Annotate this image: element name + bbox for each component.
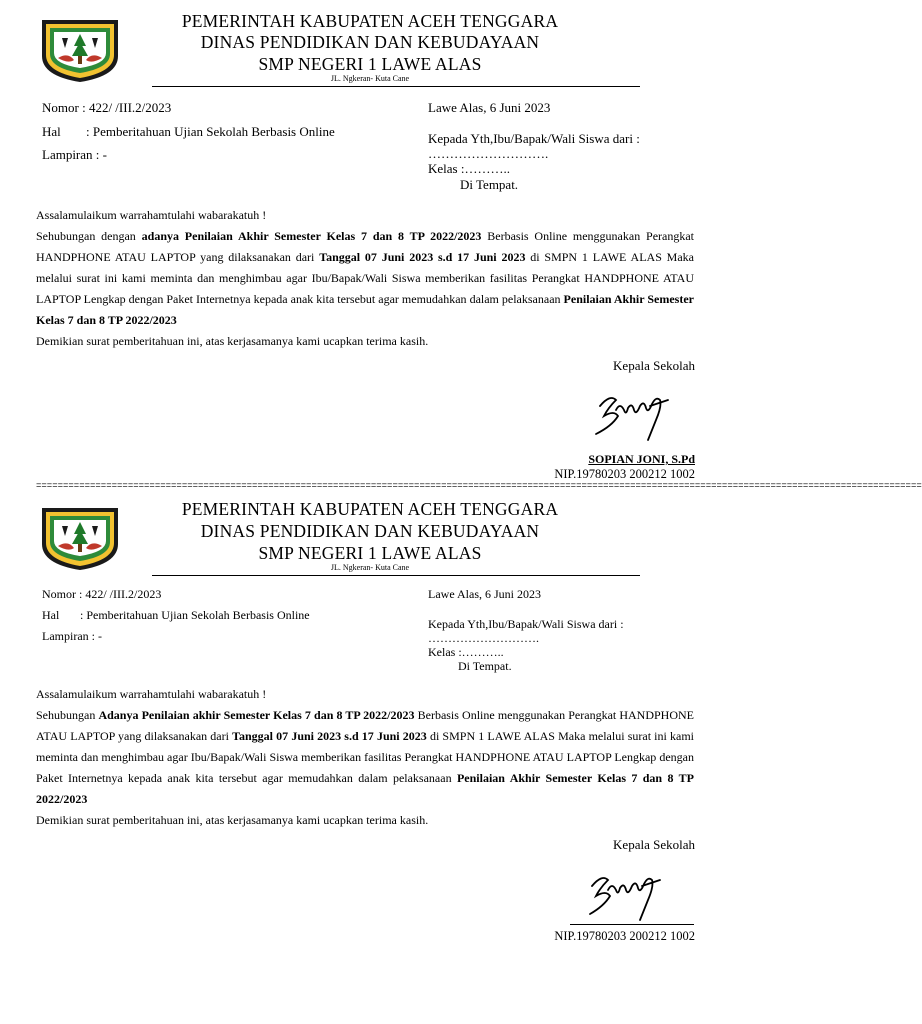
recipient-line: Kepada Yth,Ibu/Bapak/Wali Siswa dari : [428, 131, 640, 146]
letter-body [36, 205, 694, 352]
class-line: Kelas :……….. [428, 645, 504, 659]
letter-top [0, 0, 768, 484]
main-paragraph: Sehubungan dengan adanya Penilaian Akhir Semester Kelas 7 dan 8 TP 2022/2023 Berbasis Online menggunakan Perangkat HANDPHONE ATAU LAPTOP yang dilaksanakan dari Tanggal 07 Juni 2023 s.d 17 Juni 2023 di SMPN 1 LAWE ALAS Maka melalui surat ini kami meminta dan menghimbau agar Ibu/Bapak/Wali Siswa memberikan fasilitas Perangkat HANDPHONE ATAU LAPTOP Lengkap dengan Paket Internetnya kepada anak kita tersebut agar memudahkan dalam pelaksanaan Penilaian Akhir Semester Kelas 7 dan 8 TP 2022/2023 [36, 229, 695, 327]
closing-sentence: Demikian surat pemberitahuan ini, atas kerjasamanya kami ucapkan terima kasih. [36, 813, 429, 827]
letter-body [36, 684, 694, 831]
subject-value: : Pemberitahuan Ujian Sekolah Berbasis Online [80, 608, 310, 622]
recipient-dots: ………………………. [428, 146, 549, 161]
signatory-nip: NIP.19780203 200212 1002 [554, 467, 695, 481]
header-government-title: PEMERINTAH KABUPATEN ACEH TENGGARA [181, 499, 559, 519]
subject-label: Hal [42, 124, 61, 139]
letter-bottom [0, 484, 768, 1024]
subject-label: Hal [42, 608, 60, 622]
signatory-nip: NIP.19780203 200212 1002 [554, 929, 695, 943]
signature-underline [570, 924, 694, 925]
location-line: Di Tempat. [458, 659, 512, 673]
header-school-name: SMP NEGERI 1 LAWE ALAS [258, 54, 482, 74]
header-address: JL. Ngkeran- Kuta Cane [330, 74, 410, 83]
main-paragraph: Sehubungan Adanya Penilaian akhir Semester Kelas 7 dan 8 TP 2022/2023 Berbasis Online menggunakan Perangkat HANDPHONE ATAU LAPTOP yang dilaksanakan dari Tanggal 07 Juni 2023 s.d 17 Juni 2023 di SMPN 1 LAWE ALAS Maka melalui surat ini kami meminta dan menghimbau agar Ibu/Bapak/Wali Siswa memberikan fasilitas Perangkat HANDPHONE ATAU LAPTOP Lengkap dengan Paket Internetnya kepada anak kita tersebut agar memudahkan dalam pelaksanaan Penilaian Akhir Semester Kelas 7 dan 8 TP 2022/2023 [36, 708, 695, 806]
signatory-name: SOPIAN JONI, S.Pd [588, 452, 695, 466]
signatory-title: Kepala Sekolah [613, 358, 695, 373]
class-line: Kelas :……….. [428, 161, 510, 176]
signature-image [584, 864, 680, 920]
location-line: Di Tempat. [460, 177, 519, 192]
header-divider [152, 575, 640, 576]
greeting: Assalamulaikum warrahamtulahi wabarakatuh ! [36, 208, 267, 222]
place-date: Lawe Alas, 6 Juni 2023 [428, 587, 541, 601]
signature-image [586, 386, 682, 442]
school-emblem-logo [38, 500, 122, 572]
page-separator: ==================================================================================================================================================================== [36, 481, 922, 491]
closing-sentence: Demikian surat pemberitahuan ini, atas kerjasamanya kami ucapkan terima kasih. [36, 334, 429, 348]
header-school-name: SMP NEGERI 1 LAWE ALAS [258, 543, 482, 563]
letter-number: Nomor : 422/ /III.2/2023 [42, 587, 162, 601]
subject-value: : Pemberitahuan Ujian Sekolah Berbasis Online [86, 124, 335, 139]
header-office-title: DINAS PENDIDIKAN DAN KEBUDAYAAN [200, 32, 540, 52]
header-address: JL. Ngkeran- Kuta Cane [330, 563, 410, 572]
place-date: Lawe Alas, 6 Juni 2023 [428, 100, 551, 115]
attachment-line: Lampiran : - [42, 629, 102, 643]
signatory-title: Kepala Sekolah [613, 837, 695, 852]
header-office-title: DINAS PENDIDIKAN DAN KEBUDAYAAN [200, 521, 540, 541]
recipient-line: Kepada Yth,Ibu/Bapak/Wali Siswa dari : [428, 617, 624, 631]
letter-number: Nomor : 422/ /III.2/2023 [42, 100, 172, 115]
greeting: Assalamulaikum warrahamtulahi wabarakatuh ! [36, 687, 267, 701]
attachment-line: Lampiran : - [42, 147, 107, 162]
header-divider [152, 86, 640, 87]
recipient-dots: ………………………. [428, 631, 539, 645]
header-government-title: PEMERINTAH KABUPATEN ACEH TENGGARA [181, 11, 559, 31]
school-emblem-logo [38, 12, 122, 84]
